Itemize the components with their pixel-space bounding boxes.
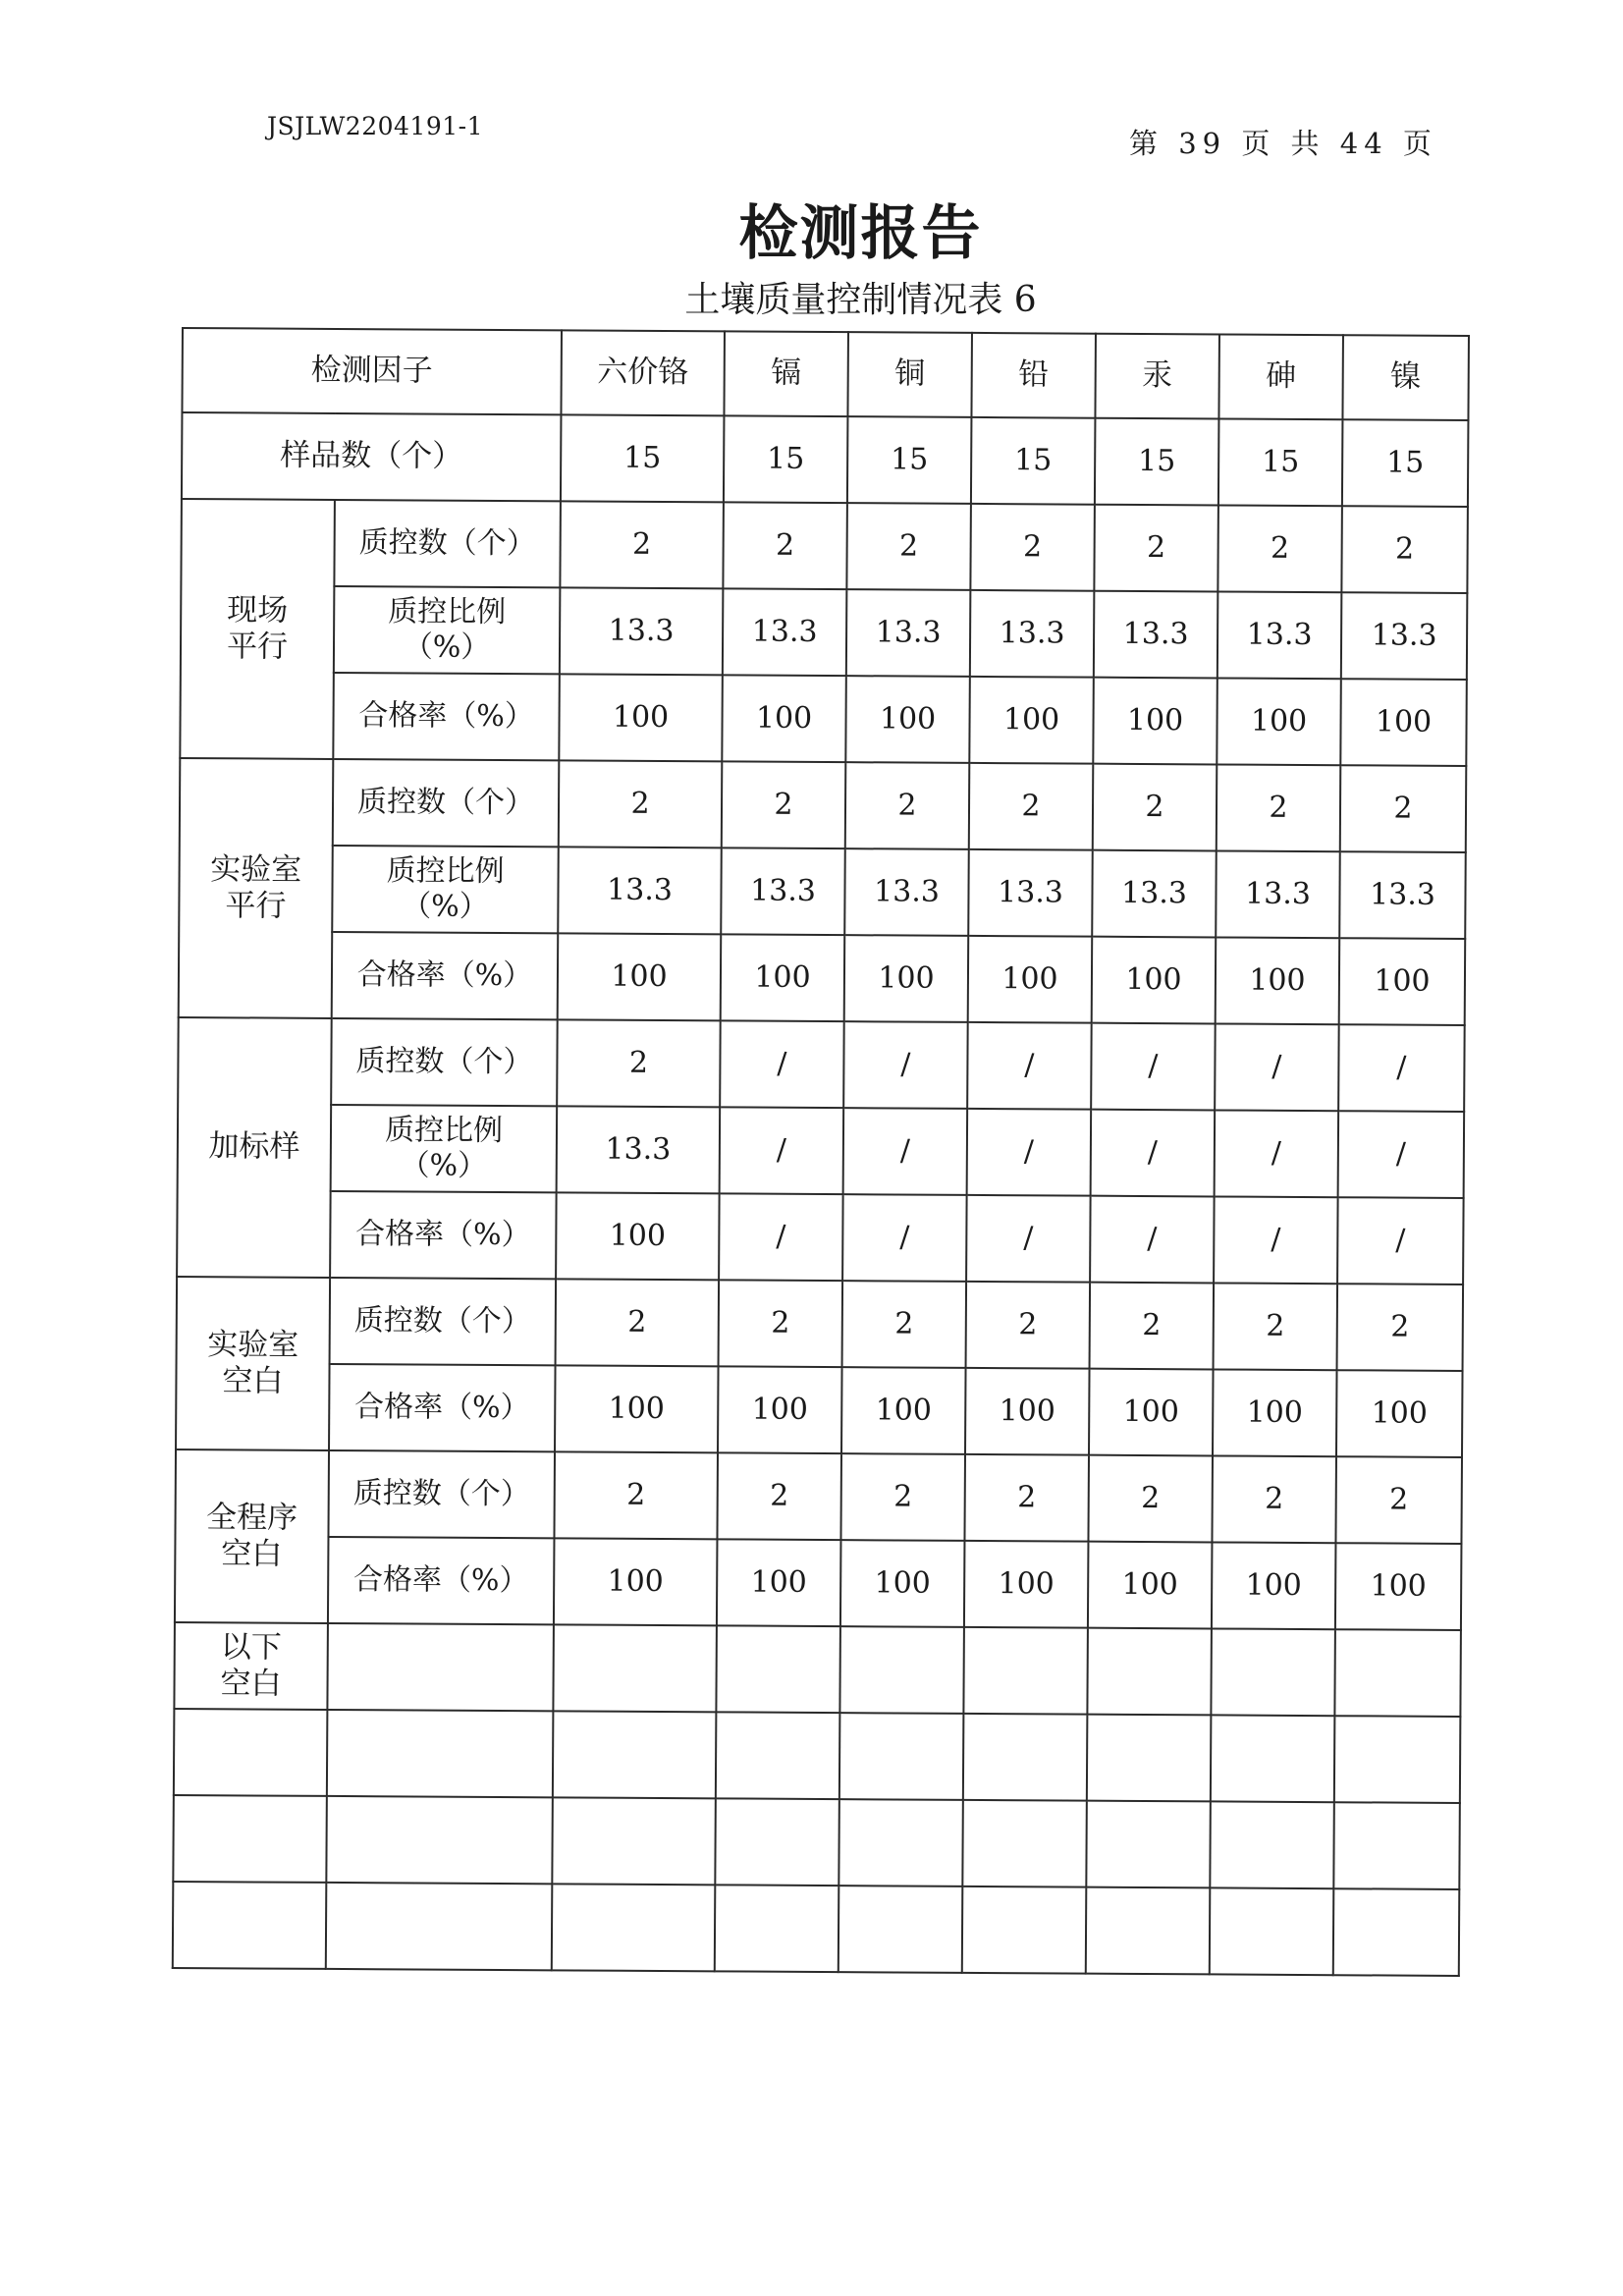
- value-cell: /: [843, 1021, 968, 1109]
- value-cell: 2: [1090, 1283, 1215, 1370]
- empty-cell: [553, 1711, 717, 1798]
- value-cell: 100: [1335, 1543, 1462, 1630]
- value-cell: 2: [1088, 1455, 1213, 1543]
- empty-cell: [1086, 1801, 1211, 1888]
- value-cell: 13.3: [844, 848, 969, 936]
- value-cell: 2: [846, 503, 971, 590]
- value-cell: 13.3: [1216, 850, 1340, 938]
- group-label: 全程序 空白: [175, 1449, 329, 1623]
- sample-count-cell: 15: [847, 416, 972, 504]
- metric-label: 合格率（%）: [330, 1191, 557, 1279]
- report-number: JSJLW2204191-1: [267, 112, 483, 140]
- value-cell: 13.3: [1094, 591, 1218, 679]
- metric-label: 质控数（个）: [328, 1450, 555, 1538]
- empty-cell: [716, 1712, 840, 1799]
- empty-cell: [1210, 1887, 1334, 1975]
- value-cell: 2: [717, 1452, 841, 1540]
- value-cell: 100: [841, 1367, 966, 1454]
- sample-count-cell: 15: [971, 417, 1096, 505]
- value-cell: 2: [966, 1282, 1091, 1369]
- table-body: [173, 328, 1469, 1976]
- value-cell: 100: [1089, 1369, 1214, 1456]
- value-cell: 100: [969, 677, 1094, 764]
- empty-cell: [1333, 1888, 1460, 1976]
- value-cell: 2: [1340, 765, 1467, 852]
- value-cell: 100: [559, 674, 723, 761]
- sample-count-cell: 15: [724, 415, 848, 503]
- metric-label: 合格率（%）: [329, 1364, 556, 1451]
- value-cell: 2: [1217, 764, 1341, 851]
- value-cell: 2: [559, 760, 723, 847]
- column-header: 镍: [1342, 335, 1469, 420]
- value-cell: /: [1337, 1197, 1464, 1285]
- value-cell: 100: [718, 1366, 842, 1453]
- value-cell: 13.3: [846, 589, 971, 677]
- value-cell: 100: [1217, 678, 1341, 765]
- empty-cell: [1211, 1628, 1335, 1716]
- value-cell: 13.3: [968, 849, 1093, 937]
- column-header: 铅: [971, 333, 1096, 418]
- empty-cell: [1086, 1887, 1211, 1975]
- value-cell: 13.3: [721, 847, 845, 935]
- sample-count-label: 样品数（个）: [182, 412, 562, 501]
- quality-control-table: [172, 327, 1470, 1977]
- value-cell: 2: [1341, 506, 1468, 593]
- value-cell: 100: [558, 933, 722, 1020]
- metric-label: 质控数（个）: [330, 1278, 557, 1365]
- sample-count-cell: 15: [1342, 419, 1469, 507]
- value-cell: 2: [840, 1453, 965, 1541]
- value-cell: 2: [554, 1451, 718, 1539]
- value-cell: /: [967, 1109, 1092, 1196]
- value-cell: 100: [1336, 1370, 1463, 1457]
- value-cell: /: [1214, 1196, 1338, 1284]
- qc-row: [180, 672, 1467, 766]
- sample-count-row: [182, 412, 1469, 507]
- value-cell: 100: [554, 1538, 718, 1625]
- value-cell: 13.3: [1217, 591, 1342, 679]
- empty-row: [173, 1882, 1460, 1976]
- value-cell: /: [1091, 1110, 1216, 1197]
- empty-row: [174, 1622, 1461, 1717]
- value-cell: 2: [722, 761, 846, 848]
- value-cell: 100: [1340, 679, 1467, 766]
- sample-count-cell: 15: [1218, 418, 1343, 506]
- value-cell: 100: [556, 1192, 720, 1280]
- empty-cell: [552, 1797, 716, 1885]
- metric-label: 质控比例 （%）: [334, 586, 561, 674]
- qc-row: [177, 1190, 1464, 1285]
- empty-cell: [1334, 1716, 1461, 1803]
- value-cell: /: [1338, 1024, 1465, 1112]
- column-header: 六价铬: [561, 330, 725, 415]
- column-header: 镉: [724, 331, 848, 416]
- value-cell: /: [1338, 1111, 1465, 1198]
- empty-cell: [1087, 1715, 1212, 1802]
- empty-cell: [1334, 1629, 1461, 1717]
- empty-cell: [327, 1710, 554, 1797]
- qc-row: [175, 1449, 1462, 1544]
- empty-cell: [553, 1624, 717, 1712]
- empty-row: [173, 1795, 1460, 1889]
- qc-row: [179, 931, 1466, 1025]
- qc-row: [178, 1017, 1465, 1112]
- value-cell: 100: [1216, 937, 1340, 1024]
- qc-row: [179, 845, 1466, 939]
- empty-cell: [326, 1796, 553, 1884]
- empty-cell: [962, 1886, 1087, 1974]
- value-cell: 100: [1088, 1542, 1213, 1629]
- value-cell: 100: [721, 934, 845, 1021]
- column-header: 汞: [1095, 334, 1219, 419]
- value-cell: 100: [840, 1540, 965, 1627]
- value-cell: 2: [557, 1019, 721, 1107]
- empty-cell: [839, 1799, 963, 1886]
- empty-cell: [1087, 1628, 1212, 1716]
- value-cell: 100: [1212, 1542, 1336, 1629]
- value-cell: /: [967, 1022, 1092, 1110]
- qc-row: [178, 1104, 1465, 1198]
- value-cell: 100: [1092, 937, 1217, 1024]
- value-cell: /: [1090, 1196, 1215, 1284]
- value-cell: /: [843, 1108, 968, 1195]
- value-cell: 2: [1217, 505, 1342, 592]
- empty-cell: [1333, 1802, 1460, 1889]
- empty-cell: [839, 1713, 964, 1800]
- value-cell: 13.3: [1092, 850, 1217, 938]
- header-row: [182, 328, 1469, 420]
- metric-label: 质控比例 （%）: [332, 846, 559, 933]
- value-cell: 2: [719, 1280, 843, 1367]
- value-cell: 100: [1213, 1369, 1337, 1456]
- value-cell: 13.3: [557, 1106, 721, 1193]
- value-cell: /: [842, 1194, 967, 1282]
- value-cell: 2: [1094, 505, 1218, 592]
- value-cell: 100: [555, 1365, 719, 1452]
- value-cell: 13.3: [560, 587, 724, 675]
- qc-row: [175, 1536, 1462, 1630]
- empty-cell: [715, 1885, 839, 1972]
- value-cell: 13.3: [558, 847, 722, 934]
- value-cell: /: [720, 1020, 844, 1108]
- metric-label: 质控数（个）: [334, 500, 561, 587]
- value-cell: 2: [845, 762, 970, 849]
- value-cell: /: [1091, 1023, 1216, 1111]
- value-cell: 2: [970, 504, 1095, 591]
- value-cell: /: [1215, 1023, 1339, 1111]
- value-cell: 13.3: [1341, 592, 1468, 680]
- empty-cell: [1210, 1801, 1334, 1888]
- report-title: 检测报告: [738, 199, 983, 268]
- metric-label: 质控数（个）: [333, 759, 560, 847]
- empty-cell: [173, 1795, 327, 1883]
- empty-cell: [552, 1884, 716, 1971]
- group-label: 实验室 空白: [176, 1277, 330, 1450]
- value-cell: 2: [560, 501, 724, 588]
- value-cell: 2: [1214, 1283, 1338, 1370]
- value-cell: /: [720, 1107, 844, 1194]
- metric-label: 合格率（%）: [333, 673, 560, 760]
- value-cell: 2: [723, 502, 847, 589]
- value-cell: 2: [1337, 1284, 1464, 1371]
- metric-label: 质控比例 （%）: [331, 1105, 558, 1192]
- empty-cell: [327, 1623, 554, 1711]
- empty-cell: [716, 1625, 840, 1713]
- value-cell: 2: [964, 1454, 1089, 1542]
- qc-row: [176, 1363, 1463, 1457]
- empty-cell: [839, 1626, 964, 1714]
- sample-count-cell: 15: [561, 414, 725, 502]
- group-label: 现场 平行: [180, 499, 335, 759]
- value-cell: /: [1215, 1110, 1339, 1197]
- value-cell: 2: [1093, 764, 1217, 851]
- value-cell: /: [719, 1193, 843, 1281]
- value-cell: 100: [1093, 678, 1217, 765]
- empty-row: [174, 1709, 1461, 1803]
- empty-cell: [1211, 1715, 1335, 1802]
- value-cell: 100: [845, 676, 970, 763]
- empty-cell: [174, 1709, 328, 1796]
- empty-cell: [173, 1882, 327, 1969]
- value-cell: 2: [1212, 1455, 1336, 1543]
- value-cell: 2: [969, 763, 1094, 850]
- value-cell: 13.3: [1339, 851, 1466, 939]
- qc-row: [180, 758, 1467, 852]
- value-cell: 100: [964, 1541, 1089, 1628]
- value-cell: 2: [556, 1279, 720, 1366]
- blank-note: 以下 空白: [174, 1622, 328, 1710]
- metric-label: 合格率（%）: [332, 932, 559, 1019]
- qc-row: [177, 1277, 1464, 1371]
- metric-label: 质控数（个）: [331, 1018, 558, 1106]
- value-cell: 2: [1335, 1456, 1462, 1544]
- value-cell: 13.3: [970, 590, 1095, 678]
- value-cell: 100: [968, 936, 1093, 1023]
- sample-count-cell: 15: [1095, 418, 1219, 506]
- metric-label: 合格率（%）: [328, 1537, 555, 1624]
- value-cell: 100: [965, 1368, 1090, 1455]
- factor-header: 检测因子: [182, 328, 562, 414]
- table-caption: 土壤质量控制情况表 6: [684, 280, 1037, 320]
- qc-row: [181, 585, 1468, 680]
- empty-cell: [963, 1627, 1088, 1715]
- group-label: 实验室 平行: [179, 758, 334, 1018]
- column-header: 铜: [847, 332, 972, 417]
- value-cell: 100: [1339, 938, 1466, 1025]
- value-cell: 100: [844, 935, 969, 1022]
- page-indicator: 第 39 页 共 44 页: [1129, 127, 1437, 160]
- empty-cell: [962, 1800, 1087, 1887]
- qc-row: [181, 499, 1468, 593]
- group-label: 加标样: [177, 1017, 332, 1278]
- value-cell: 100: [722, 675, 846, 762]
- empty-cell: [839, 1886, 963, 1973]
- value-cell: 13.3: [723, 588, 847, 676]
- value-cell: 100: [717, 1539, 841, 1626]
- value-cell: 2: [842, 1281, 967, 1368]
- empty-cell: [326, 1883, 553, 1970]
- column-header: 砷: [1218, 334, 1343, 419]
- empty-cell: [715, 1798, 839, 1886]
- empty-cell: [963, 1714, 1088, 1801]
- value-cell: /: [966, 1195, 1091, 1283]
